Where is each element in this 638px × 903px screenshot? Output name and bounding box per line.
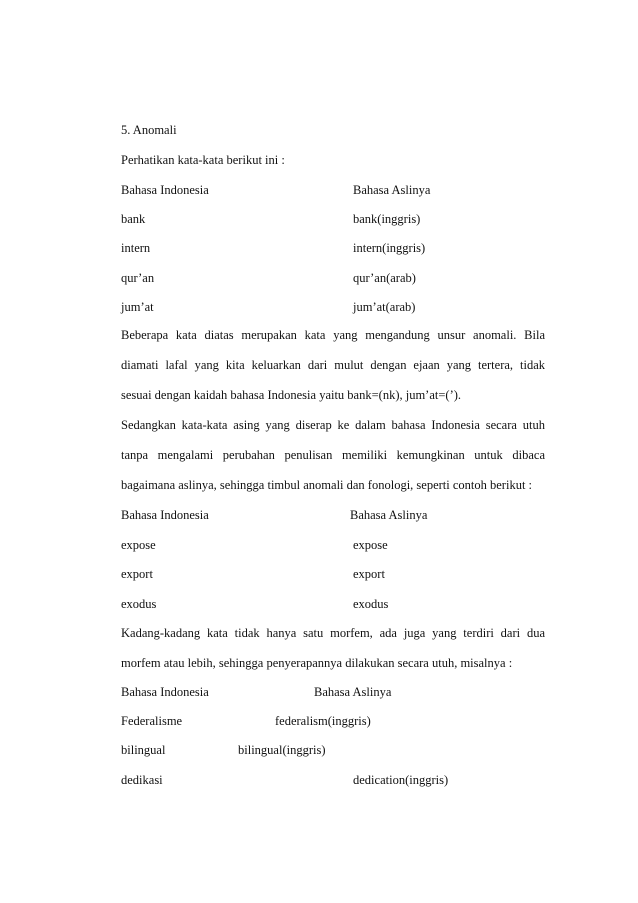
table-2-row-right: exodus [353, 597, 389, 611]
table-1-row-left: qur’an [121, 271, 155, 285]
table-3-header-right: Bahasa Aslinya [314, 685, 392, 699]
table-1-row-right: jum’at(arab) [353, 300, 416, 314]
section-heading: 5. Anomali [121, 123, 177, 137]
table-1-row-right: intern(inggris) [353, 241, 426, 255]
paragraph-line: morfem atau lebih, sehingga penyerapannya dilakukan secara utuh, misalnya : [121, 656, 513, 670]
paragraph-line: Beberapa kata diatas merupakan kata yang mengandung unsur anomali. Bila [121, 328, 545, 342]
paragraph-line: tanpa mengalami perubahan penulisan memiliki kemungkinan untuk dibaca [121, 448, 545, 462]
table-3-row-right: bilingual(inggris) [238, 743, 326, 757]
intro-text: Perhatikan kata-kata berikut ini : [121, 153, 285, 167]
table-1-row-left: bank [121, 212, 146, 226]
paragraph-line: bagaimana aslinya, sehingga timbul anomali dan fonologi, seperti contoh berikut : [121, 478, 533, 492]
table-1-header-left: Bahasa Indonesia [121, 183, 209, 197]
table-1-row-left: intern [121, 241, 151, 255]
table-2-header-right: Bahasa Aslinya [350, 508, 428, 522]
table-1-row-left: jum’at [121, 300, 154, 314]
table-1-row-right: qur’an(arab) [353, 271, 416, 285]
table-2-row-left: exodus [121, 597, 157, 611]
table-1-header-right: Bahasa Aslinya [353, 183, 431, 197]
table-3-row-left: Federalisme [121, 714, 183, 728]
table-3-row-left: bilingual [121, 743, 166, 757]
table-2-row-left: export [121, 567, 153, 581]
table-2-row-left: expose [121, 538, 156, 552]
paragraph-line: diamati lafal yang kita keluarkan dari mulut dengan ejaan yang tertera, tidak [121, 358, 545, 372]
table-2-header-left: Bahasa Indonesia [121, 508, 209, 522]
paragraph-line: sesuai dengan kaidah bahasa Indonesia yaitu bank=(nk), jum’at=(’). [121, 388, 462, 402]
table-1-row-right: bank(inggris) [353, 212, 421, 226]
table-3-header-left: Bahasa Indonesia [121, 685, 209, 699]
table-2-row-right: export [353, 567, 385, 581]
table-3-row-right: dedication(inggris) [353, 773, 449, 787]
paragraph-line: Kadang-kadang kata tidak hanya satu morfem, ada juga yang terdiri dari dua [121, 626, 545, 640]
table-3-row-left: dedikasi [121, 773, 163, 787]
table-2-row-right: expose [353, 538, 388, 552]
table-3-row-right: federalism(inggris) [275, 714, 371, 728]
paragraph-line: Sedangkan kata-kata asing yang diserap ke dalam bahasa Indonesia secara utuh [121, 418, 545, 432]
